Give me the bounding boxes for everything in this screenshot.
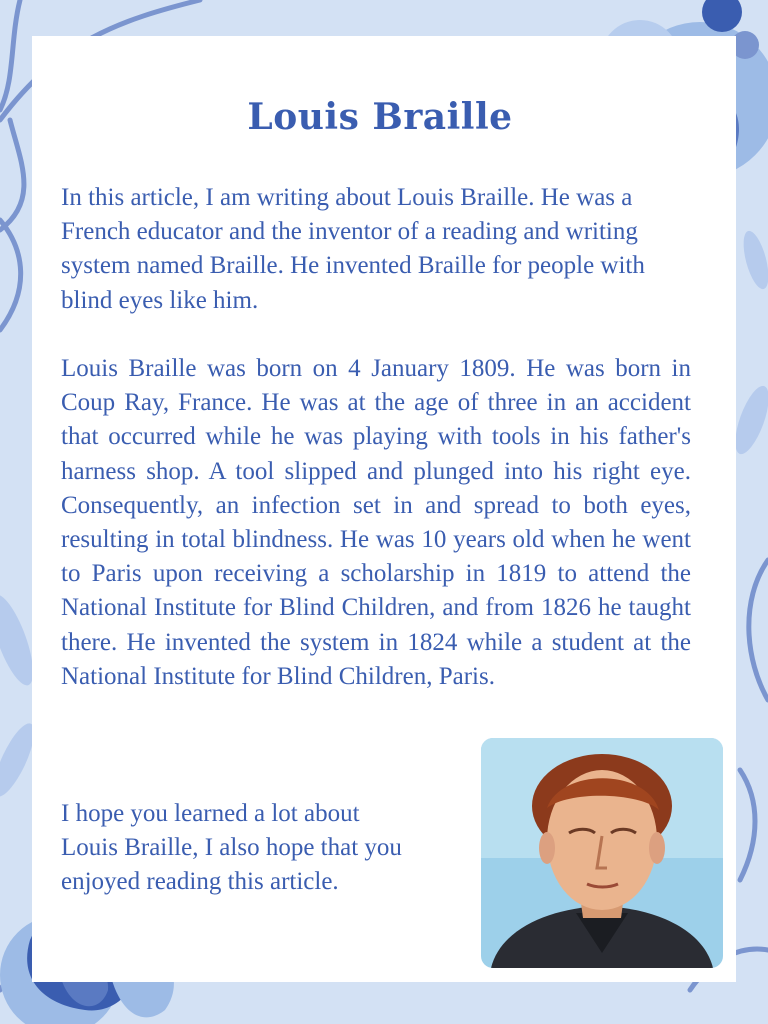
article-title: Louis Braille: [247, 96, 513, 138]
portrait-icon: [481, 738, 723, 968]
portrait-illustration: [481, 738, 723, 968]
intro-paragraph: In this article, I am writing about Louis Braille. He was a French educator and the inventor of a reading and writing system named Braille. He invented Braille for people with blind eyes like him.: [61, 184, 645, 314]
closing-paragraph: I hope you learned a lot about Louis Braille, I also hope that you enjoyed reading this article.: [61, 800, 402, 896]
biography-paragraph: Louis Braille was born on 4 January 1809. He was born in Coup Ray, France. He was at the age of three in an accident that occurred while he was playing with tools in his father's harness shop. A tool slipped and plunged into his right eye. Consequently, an infection set in and spread to both eyes, resulting in total blindness. He was 10 years old when he went to Paris upon receiving a scholarship in 1819 to attend the National Institute for Blind Children, and from 1826 he taught there. He invented the system in 1824 while a student at the National Institute for Blind Children, Paris.: [61, 355, 691, 690]
